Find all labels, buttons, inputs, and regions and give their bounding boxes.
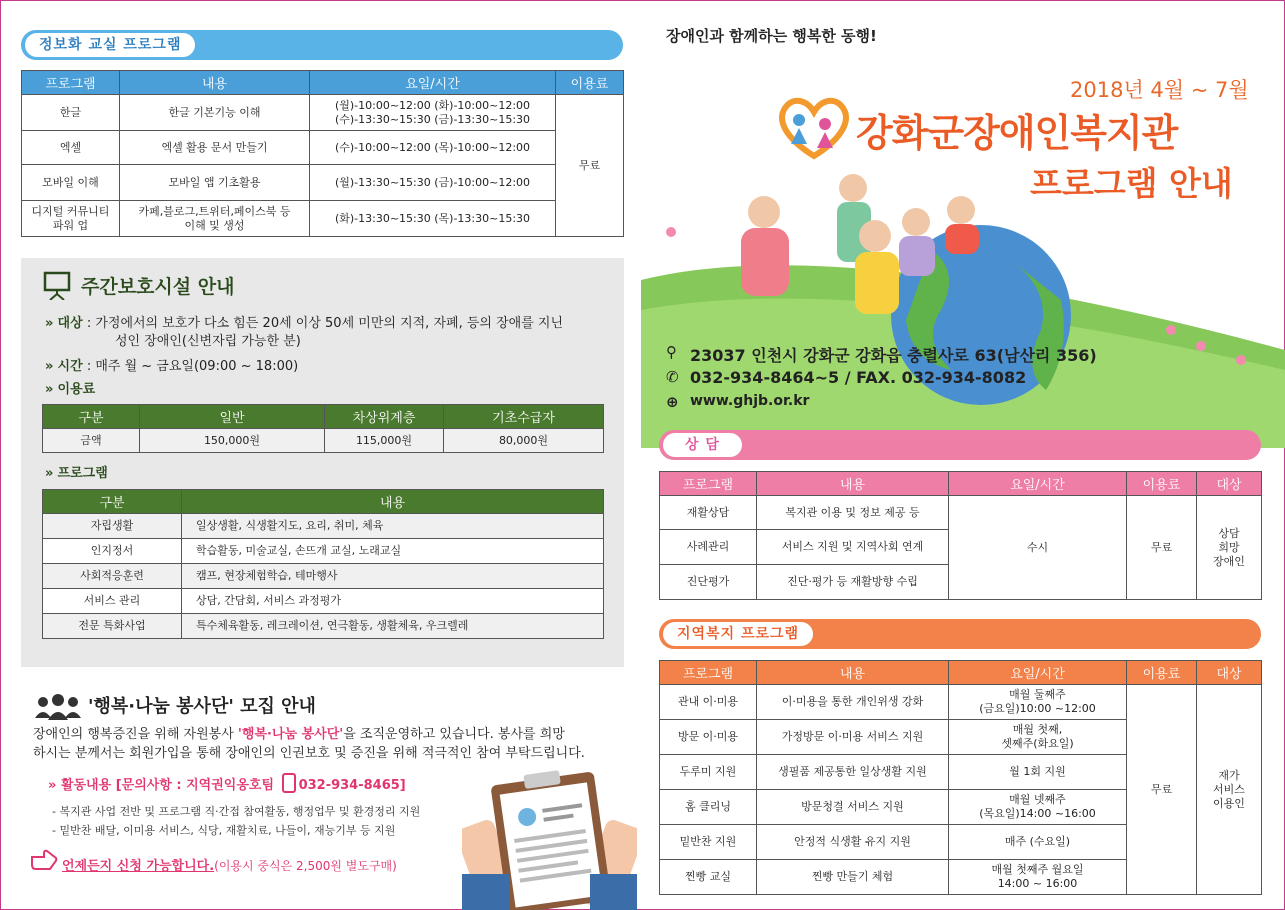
program-cell: 서비스 관리 <box>43 589 182 614</box>
heart-logo-icon <box>775 94 853 160</box>
target-line: 장애인 <box>1213 554 1245 568</box>
target-text-2: 성인 장애인(신변자립 가능한 분) <box>115 334 301 349</box>
content-cell: 안정적 식생활 유지 지원 <box>757 825 949 860</box>
target-cell <box>1197 685 1262 895</box>
volunteer-text: 하시는 분께서는 회원가입을 통해 장애인의 인권보호 및 증진을 위해 적극적인 참여 부탁드립니다. <box>33 746 585 761</box>
col-header: 요일/시간 <box>310 71 556 95</box>
time-line: 매월 넷째주 <box>1009 793 1066 806</box>
location-pin-icon: ⚲ <box>666 343 677 361</box>
time-label: 시간 <box>57 359 83 374</box>
time-line <box>45 358 298 376</box>
table-row <box>43 589 604 614</box>
content-cell <box>120 201 310 237</box>
address: 23037 인천시 강화군 강화읍 충렬사로 63(남산리 356) <box>690 346 1097 365</box>
col-header: 대상 <box>1197 472 1262 496</box>
fee-label: 이용료 <box>57 382 96 397</box>
cta-text: 언제든지 신청 가능합니다. <box>62 859 215 874</box>
program-cell: 한글 <box>22 95 120 131</box>
col-header: 요일/시간 <box>949 661 1127 685</box>
target-cell <box>1197 496 1262 600</box>
col-header: 내용 <box>120 71 310 95</box>
info-class-title: 정보화 교실 프로그램 <box>25 33 195 57</box>
community-header <box>659 619 1261 649</box>
program-cell: 사례관리 <box>660 530 757 565</box>
col-header: 일반 <box>140 405 325 429</box>
col-header: 내용 <box>757 472 949 496</box>
content-cell: 방문청결 서비스 지원 <box>757 790 949 825</box>
col-header: 프로그램 <box>660 661 757 685</box>
table-row <box>43 564 604 589</box>
program-line: 파워 업 <box>52 218 89 232</box>
program-label: 프로그램 <box>57 466 108 481</box>
content-cell: 이·미용을 통한 개인위생 강화 <box>757 685 949 720</box>
people-group-icon <box>34 694 82 720</box>
time-cell: 수시 <box>949 496 1127 600</box>
content-cell: 찐빵 만들기 체험 <box>757 860 949 895</box>
time-cell <box>949 720 1127 755</box>
program-cell: 방문 이·미용 <box>660 720 757 755</box>
volunteer-bullet: - 밑반찬 배달, 이미용 서비스, 식당, 재활치료, 나들이, 재능기부 등 지원 <box>52 824 396 837</box>
col-header: 구분 <box>43 405 140 429</box>
globe-icon: ⊕ <box>666 393 679 411</box>
table-row <box>43 429 604 453</box>
daycare-fee-table <box>42 404 604 453</box>
table-row <box>43 514 604 539</box>
time-cell <box>949 685 1127 720</box>
program-cell: 엑셀 <box>22 131 120 165</box>
program-period: 2018년 4월 ~ 7월 <box>1070 78 1249 102</box>
table-row <box>660 685 1262 720</box>
fee-cell: 무료 <box>1127 496 1197 600</box>
time-line: (목요일)14:00 ~16:00 <box>979 807 1096 820</box>
time-line: 매월 첫째주 월요일 <box>991 863 1084 876</box>
col-header: 대상 <box>1197 661 1262 685</box>
double-chevron-icon: » <box>45 359 54 374</box>
double-chevron-icon: » <box>45 316 54 331</box>
double-chevron-icon: » <box>45 382 54 397</box>
content-cell: 상담, 간담회, 서비스 과정평가 <box>182 589 604 614</box>
table-row <box>22 131 624 165</box>
community-title: 지역복지 프로그램 <box>663 622 813 646</box>
fee-cell: 80,000원 <box>444 429 604 453</box>
content-cell: 한글 기본기능 이해 <box>120 95 310 131</box>
daycare-title: 주간보호시설 안내 <box>81 276 235 298</box>
program-line: 디지털 커뮤니티 <box>31 204 110 218</box>
fee-cell: 금액 <box>43 429 140 453</box>
target-line: 이용인 <box>1213 796 1245 810</box>
col-header: 차상위계층 <box>325 405 444 429</box>
program-cell: 밑반찬 지원 <box>660 825 757 860</box>
counsel-header <box>659 430 1261 460</box>
fee-cell: 115,000원 <box>325 429 444 453</box>
fee-cell: 무료 <box>556 95 624 237</box>
time-cell: (화)-13:30~15:30 (목)-13:30~15:30 <box>310 201 556 237</box>
organization-name: 강화군장애인복지관 <box>856 111 1178 155</box>
content-cell: 일상생활, 식생활지도, 요리, 취미, 체육 <box>182 514 604 539</box>
info-class-header <box>21 30 623 60</box>
time-line: 셋째주(화요일) <box>1001 737 1074 750</box>
fee-label-line <box>45 381 95 399</box>
time-cell: (월)-13:30~15:30 (금)-10:00~12:00 <box>310 165 556 201</box>
target-text: : 가정에서의 보호가 다소 힘든 20세 이상 50세 미만의 지적, 자폐, 등의 장애를 지닌 <box>86 316 564 331</box>
target-line: 재가 <box>1218 768 1240 782</box>
program-cell: 전문 특화사업 <box>43 614 182 639</box>
target-line: 서비스 <box>1213 782 1245 796</box>
content-cell: 서비스 지원 및 지역사회 연계 <box>757 530 949 565</box>
program-cell: 인지정서 <box>43 539 182 564</box>
phone-icon: ✆ <box>666 368 679 386</box>
volunteer-text: 을 조직운영하고 있습니다. 봉사를 희망 <box>343 727 565 742</box>
community-table <box>659 660 1262 895</box>
website: www.ghjb.or.kr <box>690 393 810 409</box>
program-cell: 사회적응훈련 <box>43 564 182 589</box>
pointing-hand-icon <box>30 849 58 871</box>
content-cell: 캠프, 현장체험학습, 테마행사 <box>182 564 604 589</box>
time-line: (수)-13:30~15:30 (금)-13:30~15:30 <box>334 112 531 126</box>
time-cell <box>949 860 1127 895</box>
time-line: 14:00 ~ 16:00 <box>997 877 1078 890</box>
col-header: 구분 <box>43 490 182 514</box>
fee-cell: 무료 <box>1127 685 1197 895</box>
volunteer-group-name: '행복·나눔 봉사단' <box>237 727 344 742</box>
guide-title: 프로그램 안내 <box>1030 164 1233 203</box>
activity-label: 활동내용 [문의사항 : 지역권익옹호팀 <box>60 778 275 793</box>
target-label: 대상 <box>57 316 83 331</box>
info-class-table <box>21 70 624 237</box>
table-row <box>22 95 624 131</box>
content-cell: 가정방문 이·미용 서비스 지원 <box>757 720 949 755</box>
time-cell <box>310 95 556 131</box>
program-cell: 찐빵 교실 <box>660 860 757 895</box>
content-cell: 복지관 이용 및 정보 제공 등 <box>757 496 949 530</box>
col-header: 요일/시간 <box>949 472 1127 496</box>
time-cell: (수)-10:00~12:00 (목)-10:00~12:00 <box>310 131 556 165</box>
content-cell: 생필품 제공통한 일상생활 지원 <box>757 755 949 790</box>
col-header: 이용료 <box>556 71 624 95</box>
time-line: 매월 둘째주 <box>1009 688 1066 701</box>
col-header: 프로그램 <box>660 472 757 496</box>
time-cell: 월 1회 지원 <box>949 755 1127 790</box>
table-row <box>22 201 624 237</box>
volunteer-description <box>33 725 628 763</box>
program-cell: 자립생활 <box>43 514 182 539</box>
content-cell: 특수체육활동, 레크레이션, 연극활동, 생활체육, 우크렐레 <box>182 614 604 639</box>
target-line: 상담 <box>1218 526 1240 540</box>
col-header: 프로그램 <box>22 71 120 95</box>
program-cell: 재활상담 <box>660 496 757 530</box>
program-cell: 두루미 지원 <box>660 755 757 790</box>
time-line: 매월 첫째, <box>1012 723 1063 736</box>
col-header: 기초수급자 <box>444 405 604 429</box>
time-line: (금요일)10:00 ~12:00 <box>979 702 1096 715</box>
volunteer-text: 장애인의 행복증진을 위해 자원봉사 <box>33 727 238 742</box>
content-cell: 모바일 앱 기초활용 <box>120 165 310 201</box>
col-header: 내용 <box>182 490 604 514</box>
volunteer-bullet: - 복지관 사업 전반 및 프로그램 직·간접 참여활동, 행정업무 및 환경정리 지원 <box>52 805 421 818</box>
content-cell: 진단·평가 등 재활방향 수립 <box>757 565 949 600</box>
fee-cell: 150,000원 <box>140 429 325 453</box>
table-row <box>43 614 604 639</box>
time-text: : 매주 월 ~ 금요일(09:00 ~ 18:00) <box>86 359 299 374</box>
volunteer-activity <box>48 773 406 793</box>
content-cell: 엑셀 활용 문서 만들기 <box>120 131 310 165</box>
volunteer-cta <box>62 855 397 874</box>
double-chevron-icon: » <box>45 466 54 481</box>
slogan: 장애인과 함께하는 행복한 동행! <box>666 27 877 45</box>
col-header: 이용료 <box>1127 661 1197 685</box>
counsel-table <box>659 471 1262 600</box>
program-label-line <box>45 465 108 483</box>
col-header: 내용 <box>757 661 949 685</box>
mobile-phone-icon <box>282 773 296 793</box>
table-row <box>22 165 624 201</box>
target-line <box>45 315 563 333</box>
content-cell: 학습활동, 미술교실, 손뜨개 교실, 노래교실 <box>182 539 604 564</box>
program-cell: 홈 클리닝 <box>660 790 757 825</box>
table-row <box>43 539 604 564</box>
double-chevron-icon: » <box>48 778 61 793</box>
program-cell: 모바일 이해 <box>22 165 120 201</box>
cta-note: (이용시 중식은 2,500원 별도구매) <box>214 859 397 873</box>
volunteer-title: '행복·나눔 봉사단' 모집 안내 <box>88 696 316 717</box>
content-line: 이해 및 생성 <box>184 218 245 232</box>
program-cell: 진단평가 <box>660 565 757 600</box>
target-line: 희망 <box>1218 540 1240 554</box>
col-header: 이용료 <box>1127 472 1197 496</box>
activity-phone: 032-934-8465] <box>298 778 406 793</box>
phone-fax: 032-934-8464~5 / FAX. 032-934-8082 <box>690 368 1027 387</box>
counsel-title: 상 담 <box>663 433 742 457</box>
time-cell <box>949 790 1127 825</box>
time-line: (월)-10:00~12:00 (화)-10:00~12:00 <box>334 98 531 112</box>
clipboard-hands-illustration <box>462 762 637 910</box>
program-cell <box>22 201 120 237</box>
presentation-board-icon <box>43 270 71 300</box>
content-line: 카페,블로그,트위터,페이스북 등 <box>138 204 291 218</box>
daycare-program-table <box>42 489 604 639</box>
program-cell: 관내 이·미용 <box>660 685 757 720</box>
time-cell: 매주 (수요일) <box>949 825 1127 860</box>
table-row <box>660 496 1262 530</box>
